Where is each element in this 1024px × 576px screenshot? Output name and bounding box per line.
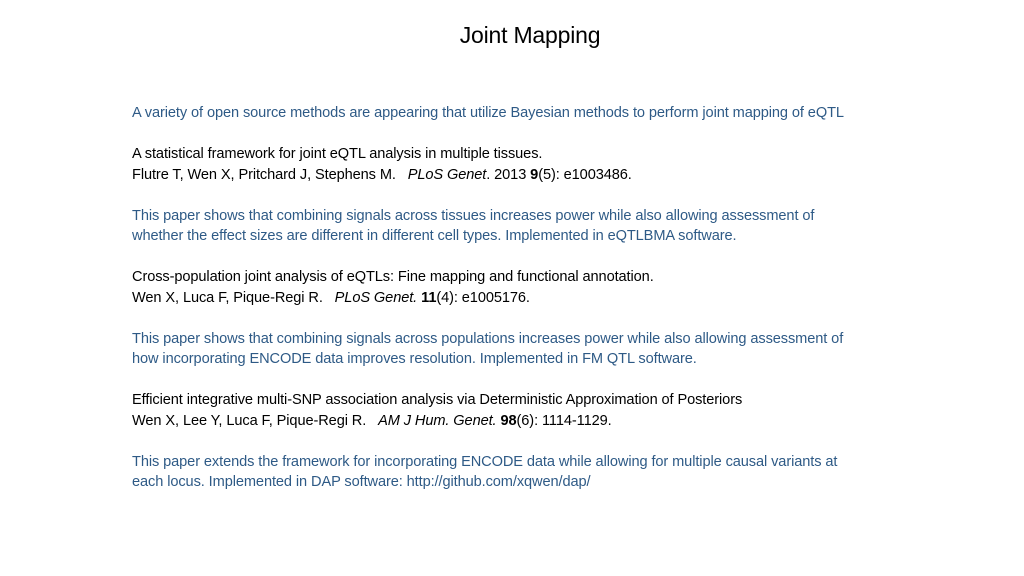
reference-note: This paper shows that combining signals across tissues increases power while also allowing assessment of [132, 207, 815, 224]
slide-body [132, 103, 932, 493]
reference-authors: Wen X, Luca F, Pique-Regi R. [132, 289, 323, 306]
reference-citation [132, 165, 932, 186]
reference-pages: (4): e1005176. [436, 289, 530, 306]
slide-title: Joint Mapping [459, 22, 601, 48]
reference-citation [132, 411, 932, 432]
reference-authors: Wen X, Lee Y, Luca F, Pique-Regi R. [132, 412, 367, 429]
reference-journal: PLoS Genet [407, 166, 487, 183]
reference-journal: PLoS Genet. [334, 289, 418, 306]
reference-note: whether the effect sizes are different in different cell types. Implemented in eQTLBMA software. [132, 228, 737, 244]
reference-year: . 2013 [486, 166, 531, 183]
reference-1 [132, 144, 932, 247]
reference-note: how incorporating ENCODE data improves resolution. Implemented in FM QTL software. [132, 351, 697, 367]
reference-volume: 98 [500, 412, 517, 429]
reference-2 [132, 267, 932, 370]
reference-volume: 11 [421, 289, 437, 306]
reference-title: A statistical framework for joint eQTL analysis in multiple tissues. [132, 146, 543, 162]
reference-citation [132, 288, 932, 309]
reference-volume: 9 [530, 166, 539, 183]
reference-note: This paper extends the framework for incorporating ENCODE data while allowing for multiple causal variants at [132, 453, 838, 470]
reference-authors: Flutre T, Wen X, Pritchard J, Stephens M. [132, 166, 396, 183]
reference-note: each locus. Implemented in DAP software: http://github.com/xqwen/dap/ [132, 474, 591, 490]
reference-title: Cross-population joint analysis of eQTLs: Fine mapping and functional annotation. [132, 269, 654, 285]
reference-note: This paper shows that combining signals across populations increases power while also allowing assessment of [132, 330, 844, 347]
intro-text: A variety of open source methods are appearing that utilize Bayesian methods to perform joint mapping of eQTL [132, 105, 844, 121]
reference-3 [132, 390, 932, 493]
reference-pages: (6): 1114-1129. [516, 412, 612, 429]
reference-journal: AM J Hum. Genet. [378, 412, 497, 429]
reference-title: Efficient integrative multi-SNP association analysis via Deterministic Approximation of Posteriors [132, 392, 743, 408]
reference-pages: (5): e1003486. [538, 166, 632, 183]
